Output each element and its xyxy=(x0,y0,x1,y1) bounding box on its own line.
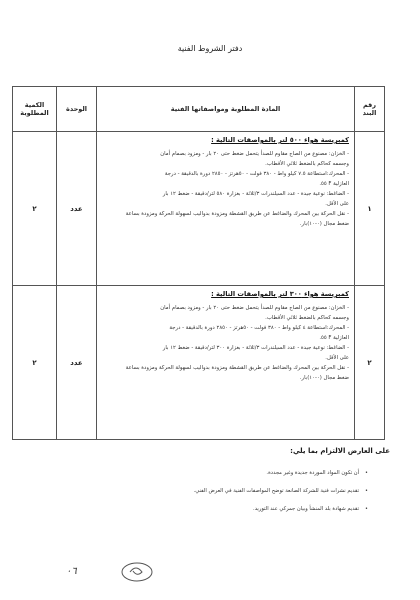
spec-line: وجسمه كحاكم بالضغط ثلاثي الأقطاب. xyxy=(265,315,349,321)
spec-line: ضغط مجال (٠-١٠)بار. xyxy=(299,221,349,227)
spec-line: على الأقل. xyxy=(325,355,349,361)
spec-line: - الضاغط: نوعية جيدة - عدد السيلندرات ٣/ثلاثة - بغزارة ٣٠٠ لتر/دقيقة - ضغط ١٢ بار xyxy=(162,345,349,351)
note-text: تقديم شهادة بلد المنشأ وبيان جمركي عند التوريد. xyxy=(253,506,360,512)
row-quantity: ٢ xyxy=(13,132,57,286)
note-text: أن تكون المواد الموردة جديدة وغير مجددة. xyxy=(266,470,360,476)
header-unit: الوحدة xyxy=(57,87,97,132)
list-item xyxy=(38,506,368,512)
row-quantity: ٢ xyxy=(13,286,57,440)
row-description xyxy=(97,286,355,440)
spec-line: - الخزان: مصنوع من الصاج مقاوم للصدأ يتحمل ضغط حتى ٢٠ بار - ومزود بصمام أمان xyxy=(160,305,349,311)
page-number: ٠٦ xyxy=(66,566,77,577)
spec-line: وجسمه كحاكم بالضغط ثلاثي الأقطاب. xyxy=(265,161,349,167)
table-row xyxy=(13,132,385,286)
notes-heading: على العارض الالتزام بما يلي: xyxy=(290,447,390,455)
document-title: دفتر الشروط الفنية xyxy=(177,44,243,53)
spec-line: - نقل الحركة بين المحرك والضاغط عن طريق القشطة ومزودة بدواليب لسهولة الحركة ومزودة بساعة xyxy=(125,211,349,217)
row-number: ٢ xyxy=(355,286,385,440)
table-row xyxy=(13,286,385,440)
spec-line: ضغط مجال (٠-١٠)بار. xyxy=(299,375,349,381)
bullet-icon: • xyxy=(365,506,368,512)
spec-line: على الأقل. xyxy=(325,201,349,207)
row-unit: عدد xyxy=(57,132,97,286)
notes-list xyxy=(38,470,368,524)
list-item xyxy=(38,488,368,494)
table-header-row xyxy=(13,87,385,132)
item-title: كمبريسة هواء ٣٠٠ لتر بالمواصفات التالية : xyxy=(211,290,349,298)
specifications-table xyxy=(12,86,385,440)
row-number: ١ xyxy=(355,132,385,286)
header-item-number: رقم البند xyxy=(355,87,385,132)
bullet-icon: • xyxy=(365,470,368,476)
header-description: المادة المطلوبة ومواصفاتها الفنية xyxy=(97,87,355,132)
spec-line: العازلية F ٥٥. xyxy=(319,335,349,341)
row-unit: عدد xyxy=(57,286,97,440)
spec-line: - المحرك:استطاعة ٤ كيلو واط - ٣٨٠ فولت - ٥٠هرتز - ٢٨٥٠ دورة بالدقيقة - درجة xyxy=(169,325,349,331)
row-description xyxy=(97,132,355,286)
spec-line: - نقل الحركة بين المحرك والضاغط عن طريق القشطة ومزودة بدواليب لسهولة الحركة ومزودة بساعة xyxy=(125,365,349,371)
item-title: كمبريسة هواء ٥٠٠ لتر بالمواصفات التالية : xyxy=(211,136,349,144)
header-quantity: الكمية المطلوبة xyxy=(13,87,57,132)
spec-line: - المحرك:استطاعة ٧.٥ كيلو واط - ٣٨٠ فولت - ٥٠هرتز - ٢٨٥٠ دورة بالدقيقة - درجة xyxy=(164,171,349,177)
handwritten-initials xyxy=(118,556,156,586)
bullet-icon: • xyxy=(365,488,368,494)
note-text: تقديم نشرات فنية للشركة الصانعة توضح المواصفات الفنية في العرض الفني. xyxy=(193,488,360,494)
list-item xyxy=(38,470,368,476)
spec-line: العازلية F ٥٥. xyxy=(319,181,349,187)
spec-line: - الضاغط: نوعية جيدة - عدد السيلندرات ٣/ثلاثة - بغزارة ٥٨٠ لتر/دقيقة - ضغط ١٢ بار xyxy=(162,191,349,197)
spec-line: - الخزان: مصنوع من الصاج مقاوم للصدأ يتحمل ضغط حتى ٢٠ بار - ومزود بصمام أمان xyxy=(160,151,349,157)
